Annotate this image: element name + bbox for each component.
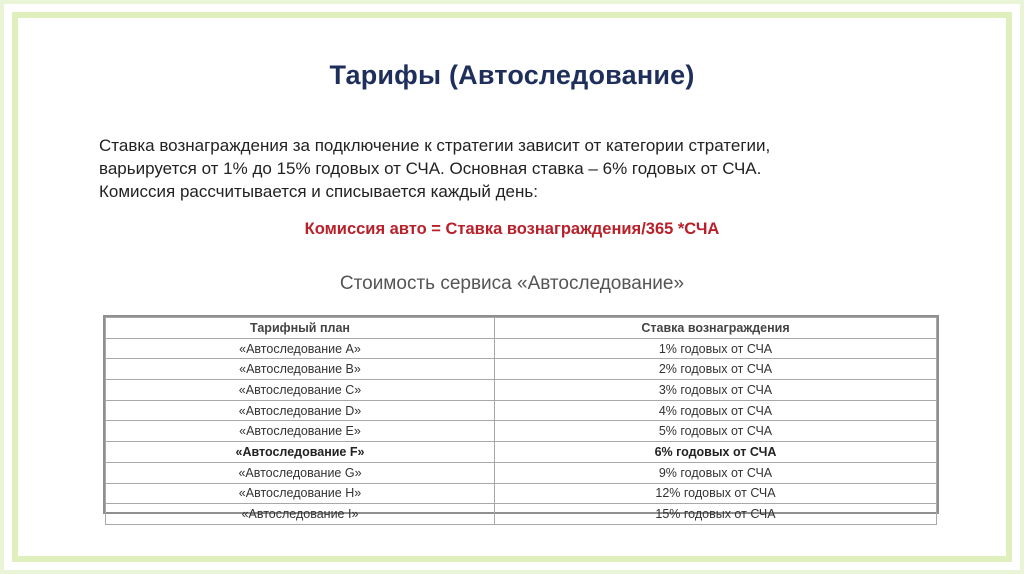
commission-formula: Комиссия авто = Ставка вознаграждения/365 *СЧА: [304, 220, 720, 238]
slide: [18, 18, 1006, 556]
table-row: [106, 442, 937, 463]
cell-plan: «Автоследование A»: [106, 338, 495, 359]
cell-rate: 2% годовых от СЧА: [495, 359, 937, 380]
table-body: [106, 338, 937, 524]
paragraph-line-1: Ставка вознаграждения за подключение к стратегии зависит от категории стратегии,: [99, 136, 771, 155]
table-row: [106, 380, 937, 401]
cell-rate: 4% годовых от СЧА: [495, 400, 937, 421]
paragraph-line-3: Комиссия рассчитывается и списывается каждый день:: [99, 182, 538, 201]
cell-plan: «Автоследование G»: [106, 462, 495, 483]
cell-rate: 1% годовых от СЧА: [495, 338, 937, 359]
header-plan: Тарифный план: [106, 318, 495, 339]
table-row: [106, 359, 937, 380]
tariff-table: [105, 317, 937, 525]
cell-rate: 5% годовых от СЧА: [495, 421, 937, 442]
cell-plan: «Автоследование E»: [106, 421, 495, 442]
cell-plan: «Автоследование C»: [106, 380, 495, 401]
table-row: [106, 400, 937, 421]
table-header-row: [106, 318, 937, 339]
cell-rate: 15% годовых от СЧА: [495, 504, 937, 525]
cell-rate: 6% годовых от СЧА: [495, 442, 937, 463]
cell-plan: «Автоследование B»: [106, 359, 495, 380]
cell-plan: «Автоследование D»: [106, 400, 495, 421]
slide-title: Тарифы (Автоследование): [329, 60, 695, 90]
header-rate: Ставка вознаграждения: [495, 318, 937, 339]
table-title: Стоимость сервиса «Автоследование»: [339, 273, 685, 294]
description-paragraph: [99, 134, 919, 203]
cell-rate: 12% годовых от СЧА: [495, 483, 937, 504]
paragraph-line-2: варьируется от 1% до 15% годовых от СЧА. Основная ставка – 6% годовых от СЧА.: [99, 159, 762, 178]
cell-rate: 3% годовых от СЧА: [495, 380, 937, 401]
table-row: [106, 338, 937, 359]
table-row: [106, 483, 937, 504]
table-row: [106, 504, 937, 525]
cell-plan: «Автоследование H»: [106, 483, 495, 504]
table-row: [106, 462, 937, 483]
tariff-table-container: [103, 315, 939, 522]
cell-rate: 9% годовых от СЧА: [495, 462, 937, 483]
table-row: [106, 421, 937, 442]
cell-plan: «Автоследование I»: [106, 504, 495, 525]
cell-plan: «Автоследование F»: [106, 442, 495, 463]
